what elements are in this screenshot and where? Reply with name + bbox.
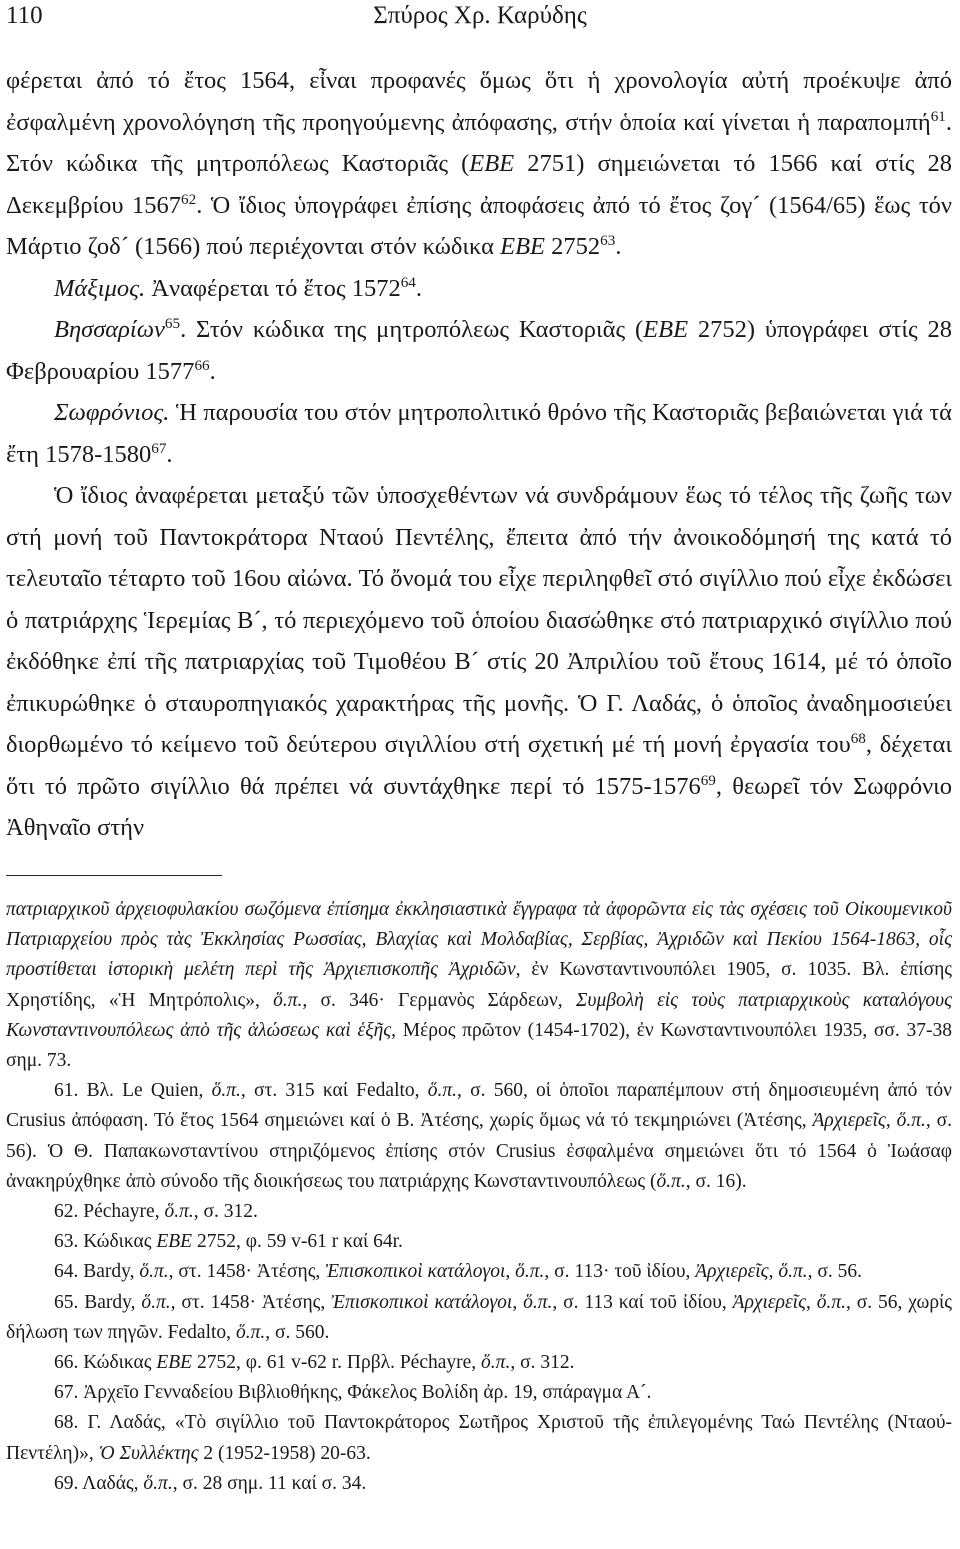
footnote-68: 68. Γ. Λαδάς, «Τὸ σιγίλλιο τοῦ Παντοκράτορος Σωτῆρος Χριστοῦ τῆς ἐπιλεγομένης Ταώ Πεντέλης (Νταού-Πεντέλη)», Ὁ Συλλέκτης 2 (1952-1958) 20-63. — [6, 1412, 952, 1464]
footnote-continuation: πατριαρχικοῦ ἀρχειοφυλακίου σωζόμενα ἐπίσημα ἐκκλησιαστικὰ ἔγγραφα τὰ ἀφορῶντα εἰς τὰς σχέσεις τοῦ Οἰκουμενικοῦ Πατριαρχείου πρὸς τὰς Ἐκκλησίας Ρωσσίας, Βλαχίας καὶ Μολδαβίας, Σερβίας, Ἀχριδῶν καὶ Πεκίου 1564-1863, οἷς προστίθεται ἱστορικὴ μελέτη περὶ τῆς Ἀρχιεπισκοπῆς Ἀχριδῶν, ἐν Κωνσταντινουπόλει 1905, σ. 1035. Βλ. ἐπίσης Χρηστίδης, «Ἡ Μητρόπολις», ὅ.π., σ. 346· Γερμανὸς Σάρδεων, Συμβολὴ εἰς τοὺς πατριαρχικοὺς καταλόγους Κωνσταντινουπόλεως ἀπὸ τῆς ἁλώσεως καὶ ἑξῆς, Μέρος πρῶτον (1454-1702), ἐν Κωνσταντινουπόλει 1935, σσ. 37-38 σημ. 73. — [6, 899, 953, 1072]
running-head: Σπύρος Χρ. Καρύδης — [373, 2, 587, 29]
footnote-ref-67[interactable]: 67 — [151, 439, 167, 457]
bishop-name: Μάξιμος. — [54, 274, 146, 302]
footnotes — [6, 895, 952, 1499]
footnote-ref-61[interactable]: 61 — [930, 107, 946, 125]
paragraph-sofronios-detail: Ὁ ἴδιος ἀναφέρεται μεταξύ τῶν ὑποσχεθέντων νά συνδράμουν ἕως τό τέλος τῆς ζωῆς των στή μονή τοῦ Παντοκράτορα Νταού Πεντέλης, ἔπειτα ἀπό τήν ἀνοικοδόμησή της κατά τό τελευταῖο τέταρτο τοῦ 16ου αἰώνα. Τό ὄνομά του εἶχε περιληφθεῖ στό σιγίλλιο πού εἶχε ἐκδώσει ὁ πατριάρχης Ἱερεμίας Β´, τό περιεχόμενο τοῦ ὁποίου διασώθηκε στό πατριαρχικό σιγίλλιο πού ἐκδόθηκε ἐπί τῆς πατριαρχίας τοῦ Τιμοθέου Β´ στίς 20 Ἀπριλίου τοῦ ἔτους 1614, μέ τό ὁποῖο ἐπικυρώθηκε ὁ σταυροπηγιακός χαρακτήρας τῆς μονῆς. Ὁ Γ. Λαδάς, ὁ ὁποῖος ἀναδημοσιεύει διορθωμένο τό κείμενο τοῦ δεύτερου σιγιλλίου στή σχετική μέ τή μονή ἐργασία του$^{68}$, δέχεται ὅτι τό πρῶτο σιγίλλιο θά πρέπει νά συντάχθηκε περί τό 1575-1576$^{69}$, θεωρεῖ τόν Σωφρόνιο Ἀθηναῖο στήν — [6, 482, 952, 841]
page-number: 110 — [6, 2, 43, 29]
footnote-63: 63. Κώδικας ΕΒΕ 2752, φ. 59 v-61 r καί 64r. — [54, 1231, 403, 1253]
main-text — [6, 60, 952, 849]
footnote-69: 69. Λαδάς, ὅ.π., σ. 28 σημ. 11 καί σ. 34. — [54, 1472, 367, 1494]
footnote-ref-69[interactable]: 69 — [700, 771, 716, 789]
footnote-separator — [6, 875, 222, 876]
footnote-62: 62. Péchayre, ὅ.π., σ. 312. — [54, 1201, 258, 1223]
paragraph-vessarion: Βησσαρίων$^{65}$. Στόν κώδικα της μητροπόλεως Καστοριᾶς (ΕΒΕ 2752) ὑπογράφει στίς 28 Φεβρουαρίου 1577$^{66}$. — [6, 314, 953, 385]
footnote-66: 66. Κώδικας ΕΒΕ 2752, φ. 61 v-62 r. Πρβλ. Péchayre, ὅ.π., σ. 312. — [54, 1352, 575, 1374]
bishop-name: Βησσαρίων — [54, 316, 165, 343]
footnote-67: 67. Ἀρχεῖο Γενναδείου Βιβλιοθήκης, Φάκελος Βολίδη ἀρ. 19, σπάραγμα Α´. — [54, 1382, 652, 1404]
page-header — [6, 2, 954, 36]
paragraph-maximos: Μάξιμος. Ἀναφέρεται τό ἔτος 1572$^{64}$. — [54, 273, 423, 302]
footnote-ref-68[interactable]: 68 — [850, 729, 866, 747]
footnote-ref-62[interactable]: 62 — [181, 190, 197, 208]
footnote-ref-65[interactable]: 65 — [164, 314, 181, 332]
paragraph-continuation: φέρεται ἀπό τό ἔτος 1564, εἶναι προφανές ὅμως ὅτι ἡ χρονολογία αὐτή προέκυψε ἀπό ἐσφαλμένη χρονολόγηση τῆς προηγούμενης ἀπόφασης, στήν ὁποία καί γίνεται ἡ παραπομπή$^{61}$. Στόν κώδικα τῆς μητροπόλεως Καστοριᾶς (ΕΒΕ 2751) σημειώνεται τό 1566 καί στίς 28 Δεκεμβρίου 1567$^{62}$. Ὁ ἴδιος ὑπογράφει ἐπίσης ἀποφάσεις ἀπό τό ἔτος ζογ´ (1564/65) ἕως τόν Μάρτιο ζοδ´ (1566) πού περιέχονται στόν κώδικα ΕΒΕ 2752$^{63}$. — [6, 67, 952, 260]
footnote-64: 64. Bardy, ὅ.π., στ. 1458· Ἀτέσης, Ἐπισκοπικοὶ κατάλογοι, ὅ.π., σ. 113· τοῦ ἰδίου, Ἀρχιερεῖς, ὅ.π., σ. 56. — [54, 1261, 863, 1283]
bishop-name: Σωφρόνιος. — [54, 399, 170, 426]
footnote-ref-63[interactable]: 63 — [600, 231, 616, 249]
footnote-ref-66[interactable]: 66 — [194, 356, 210, 374]
footnote-65: 65. Bardy, ὅ.π., στ. 1458· Ἀτέσης, Ἐπισκοπικοὶ κατάλογοι, ὅ.π., σ. 113 καί τοῦ ἰδίου, Ἀρχιερεῖς, ὅ.π., σ. 56, χωρίς δήλωση των πηγῶν. Fedalto, ὅ.π., σ. 560. — [6, 1291, 953, 1343]
footnote-61: 61. Βλ. Le Quien, ὅ.π., στ. 315 καί Fedalto, ὅ.π., σ. 560, οἱ ὁποῖοι παραπέμπουν στή δημοσιευμένη ἀπό τόν Crusius ἀπόφαση. Τό ἔτος 1564 σημειώνει καί ὁ Β. Ἀτέσης, χωρίς ὅμως νά τό τεκμηριώνει (Ἀτέσης, Ἀρχιερεῖς, ὅ.π., σ. 56). Ὁ Θ. Παπακωνσταντίνου στηριζόμενος ἐπίσης στόν Crusius ἐσφαλμένα σημειώνει ὅτι τό 1564 ὁ Ἰωάσαφ ἀνακηρύχθηκε ἀπὸ σύνοδο τῆς διοικήσεως του πατριάρχης Κωνσταντινουπόλεως (ὅ.π., σ. 16). — [6, 1080, 953, 1192]
paragraph-sofronios: Σωφρόνιος. Ἡ παρουσία του στόν μητροπολιτικό θρόνο τῆς Καστοριᾶς βεβαιώνεται γιά τά ἔτη 1578-1580$^{67}$. — [6, 399, 952, 468]
footnote-ref-64[interactable]: 64 — [400, 273, 416, 291]
